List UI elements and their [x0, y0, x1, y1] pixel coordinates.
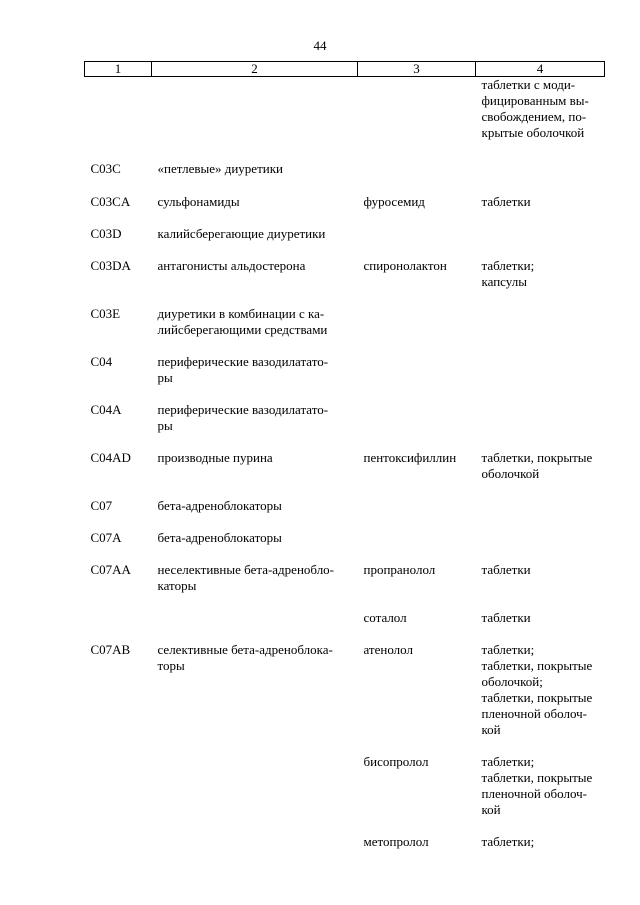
drug-name-cell — [358, 482, 476, 514]
anatomical-group-cell: производные пурина — [157, 450, 273, 465]
drug-name-cell — [358, 141, 476, 177]
dosage-form-cell — [476, 482, 605, 514]
column-header-4: 4 — [476, 62, 605, 77]
table-row — [85, 626, 605, 738]
anatomical-group-cell — [152, 818, 358, 850]
anatomical-group-cell — [152, 594, 358, 626]
dosage-form-cell — [476, 290, 605, 338]
anatomical-group-cell: неселективные бета-адренобло- каторы — [157, 562, 335, 593]
dosage-form-cell: таблетки — [481, 562, 531, 577]
dosage-form-cell — [476, 141, 605, 177]
anatomical-group-cell: бета-адреноблокаторы — [157, 530, 282, 545]
anatomical-group-cell — [152, 738, 358, 818]
atc-code-cell: C04 — [90, 354, 113, 369]
dosage-form-cell: таблетки; капсулы — [481, 258, 535, 289]
atc-code-cell — [85, 77, 152, 142]
atc-code-cell: C04A — [90, 402, 122, 417]
drug-name-cell: метопролол — [363, 834, 429, 849]
atc-code-cell: C07 — [90, 498, 113, 513]
table-row — [85, 141, 605, 177]
anatomical-group-cell: «петлевые» диуретики — [157, 161, 283, 176]
atc-code-cell: C03E — [90, 306, 121, 321]
table-row — [85, 594, 605, 626]
drug-name-cell: фуросемид — [363, 194, 425, 209]
atc-code-cell: C03D — [90, 226, 122, 241]
column-header-3: 3 — [358, 62, 476, 77]
anatomical-group-cell: сульфонамиды — [157, 194, 240, 209]
table-row — [85, 242, 605, 290]
table-row — [85, 290, 605, 338]
atc-code-cell — [85, 818, 152, 850]
dosage-form-cell: таблетки — [481, 194, 531, 209]
dosage-form-cell: таблетки; таблетки, покрытые пленочной оболоч- кой — [481, 754, 593, 817]
table-row — [85, 546, 605, 594]
atc-code-cell: C07A — [90, 530, 122, 545]
atc-code-cell: C07AB — [90, 642, 131, 657]
drug-name-cell: пентоксифиллин — [363, 450, 457, 465]
drug-name-cell: атенолол — [363, 642, 413, 657]
atc-code-cell: C03CA — [90, 194, 131, 209]
drug-name-cell — [358, 77, 476, 142]
dosage-form-cell: таблетки; — [481, 834, 535, 849]
table-row — [85, 818, 605, 850]
dosage-form-cell: таблетки; таблетки, покрытые оболочкой; таблетки, покрытые пленочной оболоч- кой — [481, 642, 593, 737]
drug-name-cell: соталол — [363, 610, 407, 625]
atc-code-cell: C07AA — [90, 562, 131, 577]
dosage-form-cell: таблетки, покрытые оболочкой — [481, 450, 593, 481]
atc-code-cell: C04AD — [90, 450, 131, 465]
table-row — [85, 514, 605, 546]
drug-table — [84, 61, 605, 850]
dosage-form-cell — [476, 338, 605, 386]
table-row — [85, 210, 605, 242]
table-body — [85, 77, 605, 851]
drug-name-cell: пропранолол — [363, 562, 436, 577]
anatomical-group-cell: антагонисты альдостерона — [157, 258, 306, 273]
dosage-form-cell — [476, 210, 605, 242]
anatomical-group-cell: диуретики в комбинации с ка- лийсберегающими средствами — [157, 306, 328, 337]
drug-name-cell: спиронолактон — [363, 258, 447, 273]
anatomical-group-cell: калийсберегающие диуретики — [157, 226, 326, 241]
anatomical-group-cell: периферические вазодилатато- ры — [157, 402, 329, 433]
dosage-form-cell: таблетки — [481, 610, 531, 625]
table-row — [85, 177, 605, 210]
atc-code-cell: C03C — [90, 161, 121, 176]
drug-name-cell — [358, 514, 476, 546]
table-row — [85, 738, 605, 818]
table-row — [85, 338, 605, 386]
column-header-2: 2 — [152, 62, 358, 77]
table-row — [85, 386, 605, 434]
atc-code-cell — [85, 594, 152, 626]
anatomical-group-cell — [152, 77, 358, 142]
table-row — [85, 482, 605, 514]
table-row — [85, 434, 605, 482]
atc-code-cell — [85, 738, 152, 818]
drug-name-cell — [358, 290, 476, 338]
drug-name-cell — [358, 386, 476, 434]
atc-code-cell: C03DA — [90, 258, 131, 273]
page-number: 44 — [313, 38, 327, 53]
dosage-form-cell — [476, 386, 605, 434]
column-header-1: 1 — [85, 62, 152, 77]
table-row — [85, 77, 605, 142]
drug-name-cell — [358, 210, 476, 242]
anatomical-group-cell: периферические вазодилатато- ры — [157, 354, 329, 385]
anatomical-group-cell: селективные бета-адреноблока- торы — [157, 642, 333, 673]
dosage-form-cell: таблетки с моди- фицированным вы- свобождением, по- крытые оболочкой — [481, 77, 589, 140]
table-header-row — [85, 62, 605, 77]
drug-name-cell — [358, 338, 476, 386]
anatomical-group-cell: бета-адреноблокаторы — [157, 498, 282, 513]
drug-name-cell: бисопролол — [363, 754, 429, 769]
dosage-form-cell — [476, 514, 605, 546]
